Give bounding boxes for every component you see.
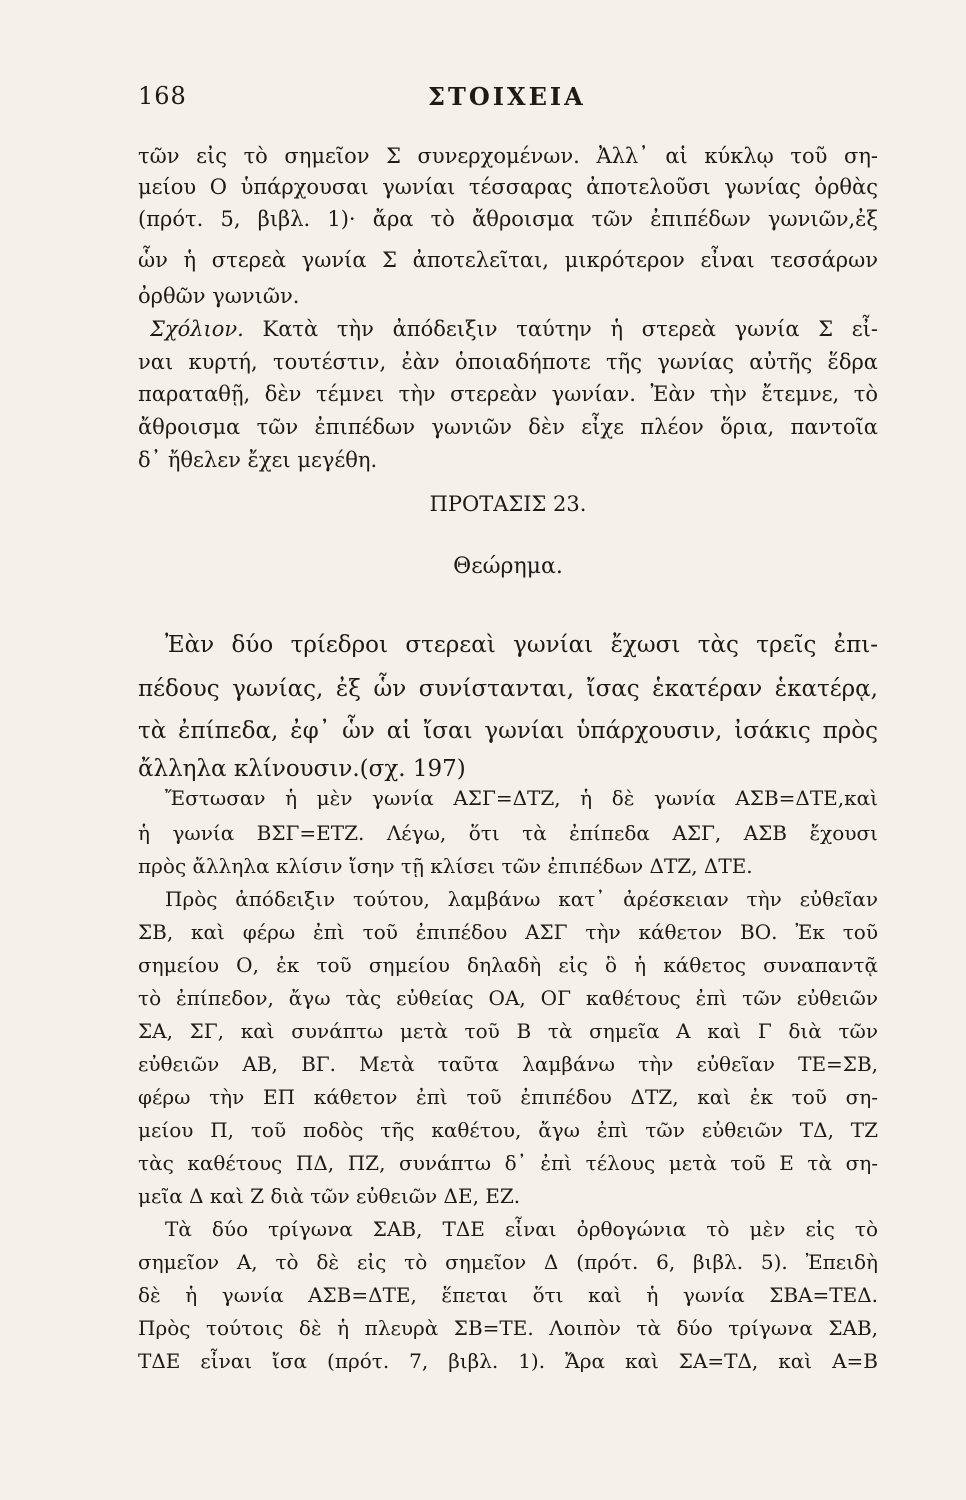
- page-number: 168: [138, 82, 187, 110]
- text-line: ἄθροισμα τῶν ἐπιπέδων γωνιῶν δὲν εἶχε πλέον ὅρια, παντοῖα: [138, 415, 878, 439]
- proof-line: τὰς καθέτους ΠΔ, ΠΖ, συνάπτω δ᾿ ἐπὶ τέλους μετὰ τοῦ Ε τὰ ση-: [138, 1151, 878, 1175]
- proof-line: ΤΔΕ εἶναι ἴσα (πρότ. 7, βιβλ. 1). Ἄρα καὶ ΣΑ=ΤΔ, καὶ Α=Β: [138, 1349, 878, 1373]
- proof-line: τὸ ἐπίπεδον, ἄγω τὰς εὐθείας ΟΑ, ΟΓ καθέτους ἐπὶ τῶν εὐθειῶν: [138, 986, 878, 1010]
- theorem-line: πέδους γωνίας, ἐξ ὧν συνίστανται, ἴσας ἑκατέραν ἑκατέρᾳ,: [138, 676, 878, 702]
- proof-line: μείου Π, τοῦ ποδὸς τῆς καθέτου, ἄγω ἐπὶ τῶν εὐθειῶν ΤΔ, ΤΖ: [138, 1118, 878, 1142]
- proof-line: πρὸς ἄλληλα κλίσιν ἴσην τῇ κλίσει τῶν ἐπιπέδων ΔΤΖ, ΔΤΕ.: [138, 854, 753, 878]
- text-line: παραταθῇ, δὲν τέμνει τὴν στερεὰν γωνίαν. Ἐὰν τὴν ἔτεμνε, τὸ: [138, 382, 878, 406]
- text-line: ναι κυρτή, τουτέστιν, ἐὰν ὁποιαδήποτε τῆς γωνίας αὐτῆς ἕδρα: [138, 350, 878, 374]
- running-title: ΣΤΟΙΧΕΙΑ: [428, 82, 586, 111]
- text-line: (πρότ. 5, βιβλ. 1)· ἄρα τὸ ἄθροισμα τῶν ἐπιπέδων γωνιῶν,ἐξ: [138, 207, 878, 231]
- theorem-line: Ἐὰν δύο τρίεδροι στερεαὶ γωνίαι ἔχωσι τὰς τρεῖς ἐπι-: [165, 632, 878, 658]
- page-header: [138, 82, 878, 126]
- proof-line: Τὰ δύο τρίγωνα ΣΑΒ, ΤΔΕ εἶναι ὀρθογώνια τὸ μὲν εἰς τὸ: [165, 1217, 878, 1241]
- proof-line: εὐθειῶν ΑΒ, ΒΓ. Μετὰ ταῦτα λαμβάνω τὴν εὐθεῖαν ΤΕ=ΣΒ,: [138, 1052, 878, 1076]
- theorem-heading: Θεώρημα.: [453, 554, 563, 579]
- proof-line: ΣΒ, καὶ φέρω ἐπὶ τοῦ ἐπιπέδου ΑΣΓ τὴν κάθετον ΒΟ. Ἐκ τοῦ: [138, 920, 878, 944]
- text-line: τῶν εἰς τὸ σημεῖον Σ συνερχομένων. Ἀλλ᾿ αἱ κύκλῳ τοῦ ση-: [138, 144, 878, 168]
- proof-line: Πρὸς ἀπόδειξιν τούτου, λαμβάνω κατ᾿ ἀρέσκειαν τὴν εὐθεῖαν: [165, 887, 878, 911]
- text-line: δ᾿ ἤθελεν ἔχει μεγέθη.: [138, 448, 378, 472]
- proof-line: ἡ γωνία ΒΣΓ=ΕΤΖ. Λέγω, ὅτι τὰ ἐπίπεδα ΑΣΓ, ΑΣΒ ἔχουσι: [138, 821, 878, 845]
- proof-line: μεῖα Δ καὶ Ζ διὰ τῶν εὐθειῶν ΔΕ, ΕΖ.: [138, 1184, 521, 1208]
- proposition-heading: ΠΡΟΤΑΣΙΣ 23.: [429, 492, 587, 516]
- text-line: μείου Ο ὑπάρχουσαι γωνίαι τέσσαρας ἀποτελοῦσι γωνίας ὀρθὰς: [138, 175, 878, 199]
- theorem-line: τὰ ἐπίπεδα, ἐφ᾿ ὧν αἱ ἴσαι γωνίαι ὑπάρχουσιν, ἰσάκις πρὸς: [138, 718, 878, 744]
- text-line: ὧν ἡ στερεὰ γωνία Σ ἀποτελεῖται, μικρότερον εἶναι τεσσάρων: [138, 248, 878, 272]
- scholion-text: Κατὰ τὴν ἀπόδειξιν ταύτην ἡ στερεὰ γωνία Σ εἶ-: [262, 317, 878, 341]
- proof-line: δὲ ἡ γωνία ΑΣΒ=ΔΤΕ, ἕπεται ὅτι καὶ ἡ γωνία ΣΒΑ=ΤΕΔ.: [138, 1283, 878, 1307]
- proof-line: Ἔστωσαν ἡ μὲν γωνία ΑΣΓ=ΔΤΖ, ἡ δὲ γωνία ΑΣΒ=ΔΤΕ,καὶ: [165, 786, 878, 810]
- proof-line: φέρω τὴν ΕΠ κάθετον ἐπὶ τοῦ ἐπιπέδου ΔΤΖ, καὶ ἐκ τοῦ ση-: [138, 1085, 878, 1109]
- text-line: ὀρθῶν γωνιῶν.: [138, 284, 300, 308]
- proof-line: ΣΑ, ΣΓ, καὶ συνάπτω μετὰ τοῦ Β τὰ σημεῖα Α καὶ Γ διὰ τῶν: [138, 1019, 878, 1043]
- scholion-line: [150, 313, 878, 345]
- proof-line: σημεῖον Α, τὸ δὲ εἰς τὸ σημεῖον Δ (πρότ. 6, βιβλ. 5). Ἐπειδὴ: [138, 1250, 878, 1274]
- proof-line: Πρὸς τούτοις δὲ ἡ πλευρὰ ΣΒ=ΤΕ. Λοιπὸν τὰ δύο τρίγωνα ΣΑΒ,: [138, 1316, 878, 1340]
- scholion-label: Σχόλιον.: [150, 317, 244, 341]
- theorem-line: ἄλληλα κλίνουσιν.(σχ. 197): [138, 756, 466, 782]
- proof-line: σημείου Ο, ἐκ τοῦ σημείου δηλαδὴ εἰς ὃ ἡ κάθετος συναπαντᾷ: [138, 953, 878, 977]
